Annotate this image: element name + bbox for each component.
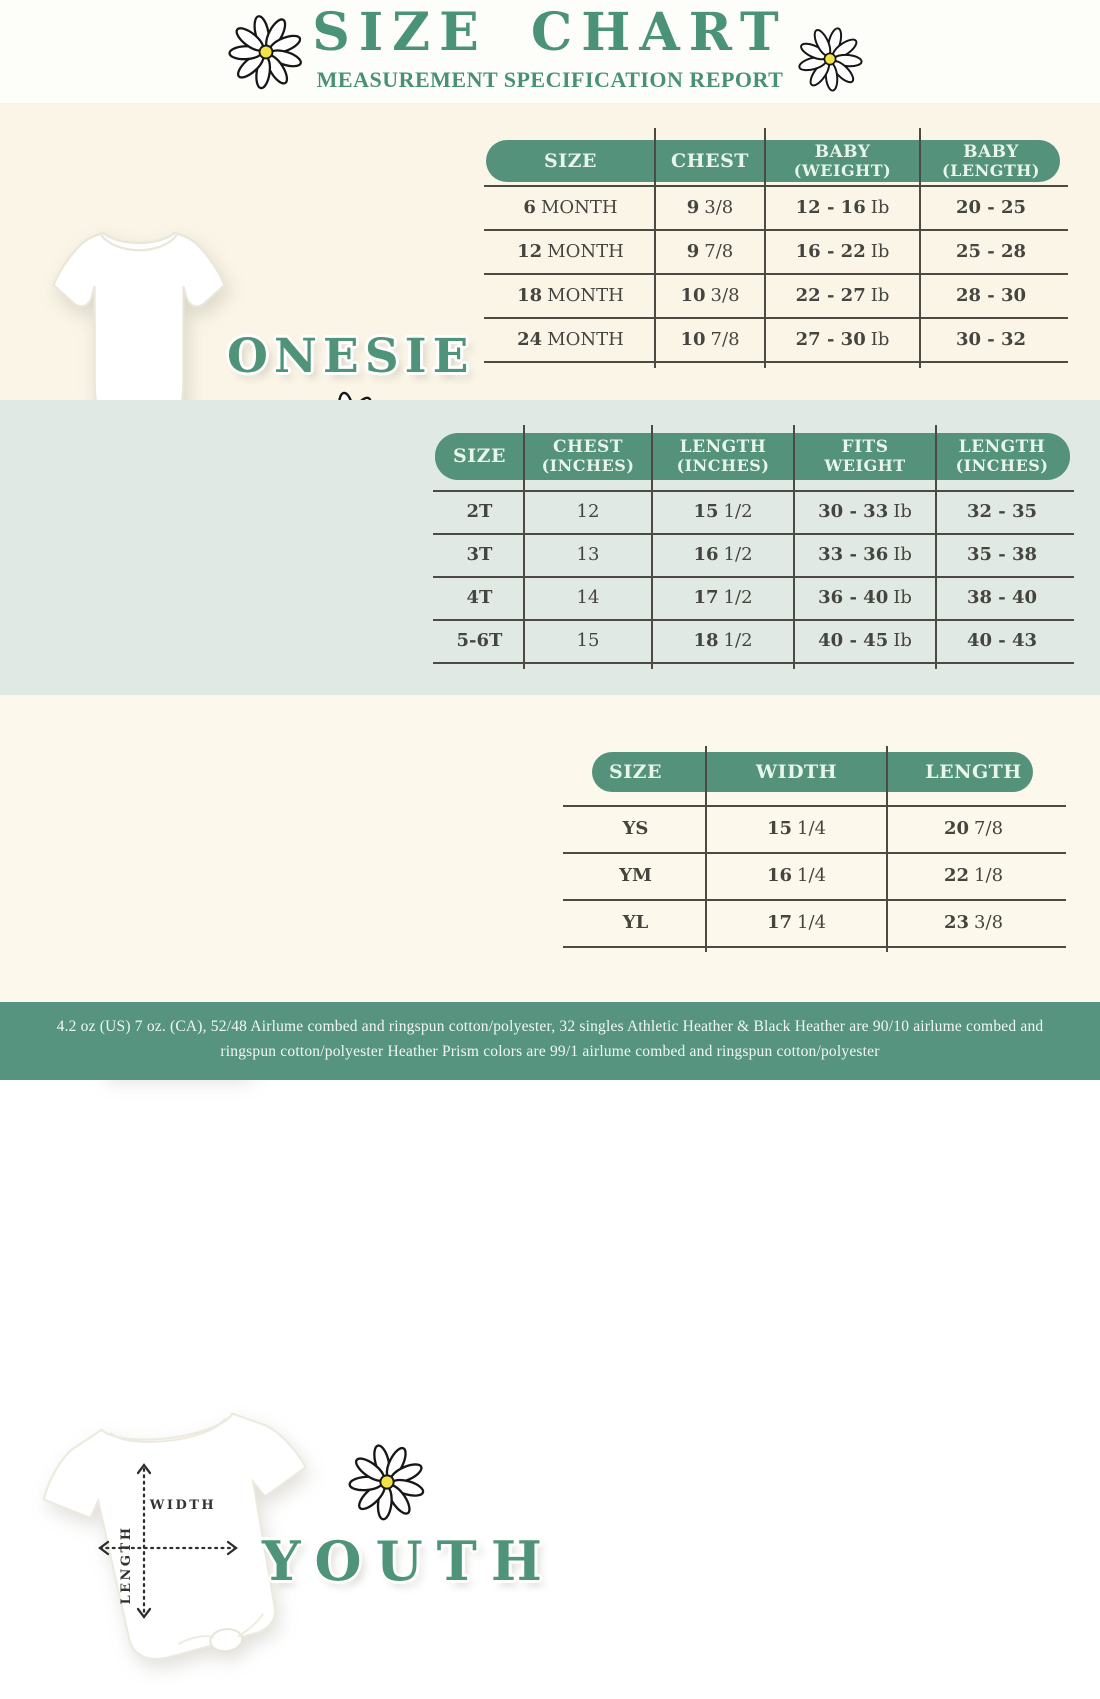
table-cell: 10 7/8 (680, 328, 740, 350)
length-measure-label: LENGTH (119, 1525, 134, 1605)
table-cell: 36 - 40 Ib (818, 587, 912, 608)
row-divider (563, 946, 1066, 948)
fabric-description-text: 4.2 oz (US) 7 oz. (CA), 52/48 Airlume combed and ringspun cotton/polyester, 32 singles Athletic Heather & Black Heather are 90/10 airlume combed and ringspun cotton/polyester Heather Prism colors are 99/1 airlume combed and ringspun cotton/polyester (56, 1018, 1044, 1060)
table-cell: 15 1/4 (766, 818, 827, 839)
table-cell: 18 1/2 (693, 630, 753, 651)
table-header-row (486, 140, 1062, 182)
table-cell: 3T (466, 544, 493, 565)
table-cell: 27 - 30 Ib (795, 328, 890, 350)
table-cell: 32 - 35 (966, 501, 1038, 522)
table-cell: 24 MONTH (517, 328, 624, 350)
column-header: LENGTH (925, 760, 1022, 783)
table-cell: 15 (576, 630, 600, 651)
table-cell: 40 - 45 Ib (818, 630, 912, 651)
table-row (565, 852, 1060, 899)
table-header-row (435, 433, 1068, 480)
table-row (565, 805, 1060, 852)
table-cell: 40 - 43 (966, 630, 1038, 651)
column-header: WIDTH (755, 760, 838, 783)
row-divider (433, 662, 1074, 664)
daisy-icon (340, 1435, 435, 1530)
table-cell: 28 - 30 (955, 284, 1027, 306)
table-cell: 30 - 32 (955, 328, 1027, 350)
row-divider (484, 361, 1068, 363)
column-header: SIZE (544, 149, 597, 172)
table-cell: 15 1/2 (693, 501, 753, 522)
table-cell: 30 - 33 Ib (818, 501, 912, 522)
table-cell: 22 - 27 Ib (795, 284, 890, 306)
column-header: SIZE (609, 760, 662, 783)
page-subtitle: MEASUREMENT SPECIFICATION REPORT (316, 67, 784, 92)
onesie-size-table (486, 140, 1062, 361)
table-row (486, 317, 1062, 361)
title-band (0, 0, 1100, 103)
column-header: LENGTH (INCHES) (676, 437, 770, 476)
table-cell: 33 - 36 Ib (818, 544, 912, 565)
table-cell: 10 3/8 (680, 284, 740, 306)
table-cell: 17 1/2 (693, 587, 753, 608)
table-cell: 14 (576, 587, 600, 608)
table-row (435, 533, 1068, 576)
table-cell: YS (622, 818, 649, 839)
column-header: LENGTH (INCHES) (955, 437, 1049, 476)
table-cell: 16 - 22 Ib (795, 240, 890, 262)
table-cell: 12 MONTH (517, 240, 624, 262)
table-cell: 35 - 38 (966, 544, 1038, 565)
table-cell: YL (622, 912, 649, 933)
table-row (435, 490, 1068, 533)
column-header: FITS WEIGHT (824, 437, 906, 476)
table-row (486, 185, 1062, 229)
table-cell: 13 (576, 544, 600, 565)
width-measure-label: WIDTH (149, 1498, 217, 1513)
onesie-section-label: ONESIE (227, 329, 475, 384)
table-cell: 2T (466, 501, 493, 522)
column-header: BABY (LENGTH) (942, 141, 1040, 180)
youth-section-label: YOUTH (262, 1529, 556, 1593)
table-row (435, 576, 1068, 619)
column-header: CHEST (INCHES) (541, 437, 635, 476)
table-cell: 16 1/4 (766, 865, 827, 886)
table-row (486, 273, 1062, 317)
youth-size-table (565, 752, 1060, 946)
table-cell: 12 - 16 Ib (795, 196, 890, 218)
table-cell: 17 1/4 (766, 912, 827, 933)
table-cell: 4T (466, 587, 493, 608)
toddler-size-table (435, 433, 1068, 662)
table-cell: 25 - 28 (955, 240, 1027, 262)
table-cell: 5-6T (456, 630, 503, 651)
table-cell: 23 3/8 (943, 912, 1004, 933)
table-cell: 12 (576, 501, 600, 522)
column-header: SIZE (453, 445, 506, 468)
daisy-flower-icon (340, 1435, 435, 1530)
table-row (486, 229, 1062, 273)
table-cell: 18 MONTH (517, 284, 624, 306)
table-cell: 6 MONTH (523, 196, 618, 218)
column-header: CHEST (671, 149, 749, 172)
table-row (565, 899, 1060, 946)
table-cell: 9 7/8 (686, 240, 734, 262)
column-header: BABY (WEIGHT) (793, 141, 892, 180)
footer-band (0, 1002, 1100, 1080)
table-cell: 38 - 40 (966, 587, 1038, 608)
table-cell: 22 1/8 (943, 865, 1004, 886)
table-cell: 9 3/8 (686, 196, 734, 218)
table-cell: 16 1/2 (693, 544, 753, 565)
table-cell: YM (619, 865, 652, 886)
table-cell: 20 - 25 (955, 196, 1027, 218)
page-title: SIZE CHART (312, 2, 788, 63)
table-cell: 20 7/8 (943, 818, 1004, 839)
table-header-row (565, 752, 1060, 792)
table-row (435, 619, 1068, 662)
